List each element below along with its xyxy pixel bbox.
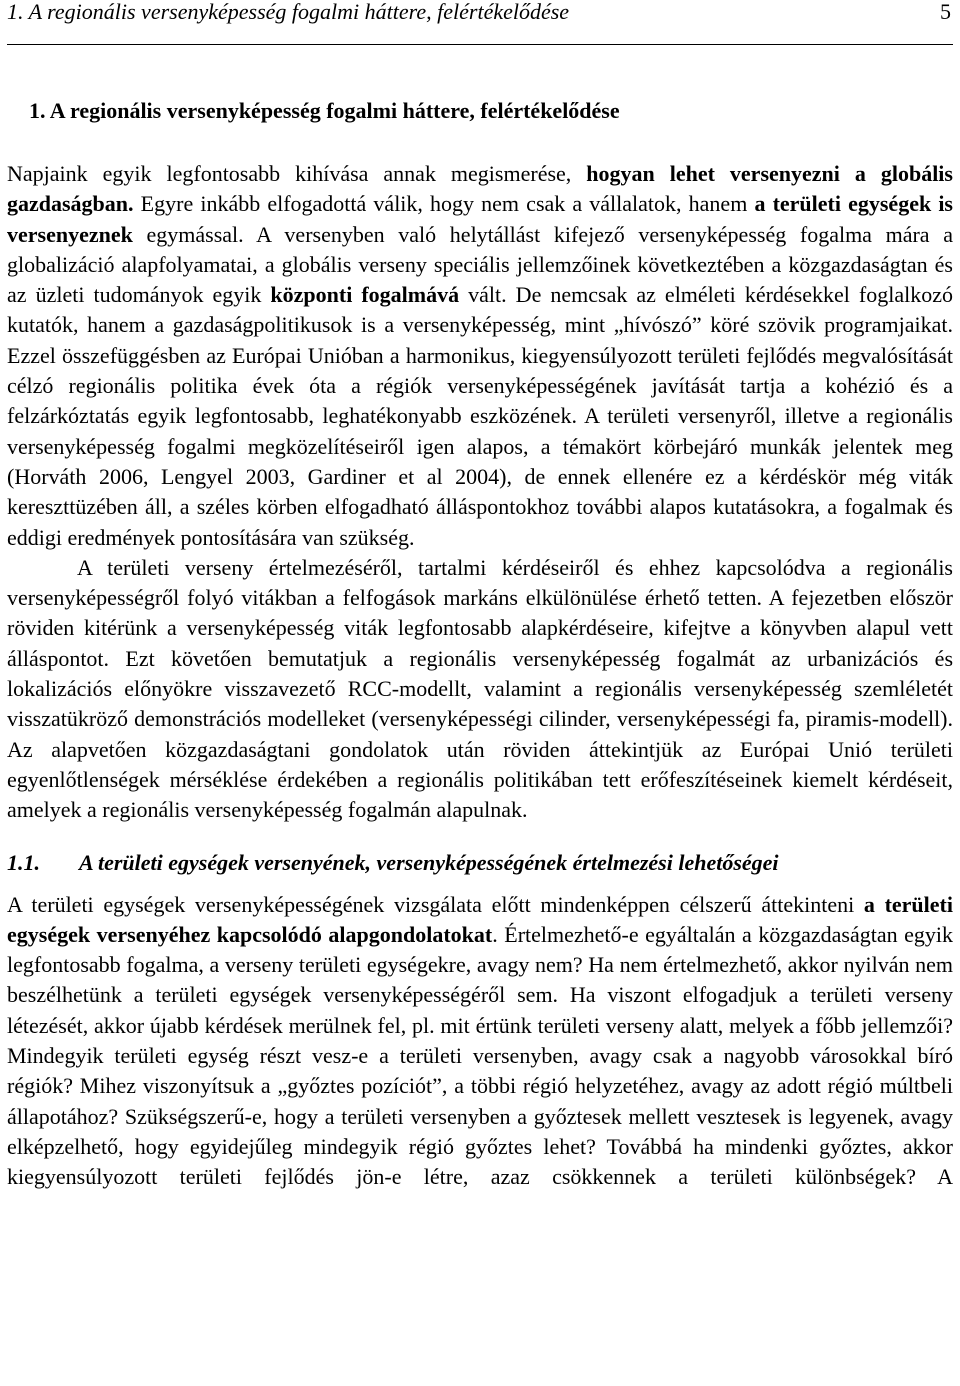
paragraph-intro: [7, 159, 953, 553]
paragraph-text: vált. De nemcsak az elméleti kérdésekkel foglalkozó kutatók, hanem a gazdaságpolitikusok is a versenyképesség, mint „hívószó” köré szövik programjaikat. Ezzel összefüggésben az Európai Unióban a harmonikus, kiegyensúlyozott területi fejlődés megvalósítását célzó regionális politika évek óta a régiók versenyképességének javítását tartja a kohézió és a felzárkóztatás egyik legfontosabb, leghatékonyabb eszközének. A területi versenyről, illetve a regionális versenyképesség fogalmi megközelítéseiről igen alapos, a témakört körbejáró munkák jelentek meg (Horváth 2006, Lengyel 2003, Gardiner et al 2004), de ennek ellenére ez a kérdéskör még viták kereszttüzében áll, a széles körben elfogadható álláspontokhoz további alapos kutatásokra, a fogalmak és eddigi eredmények pontosítására van szükség.: [7, 282, 953, 550]
emphasis-text: a területi egységek is versenyeznek: [7, 191, 953, 247]
paragraph-text: Napjaink egyik legfontosabb kihívása annak megismerése,: [7, 161, 587, 186]
section-number: 1.1.: [7, 849, 40, 875]
section-heading: [7, 848, 953, 878]
paragraph-text: egymással. A versenyben való helytállást kifejező versenyképesség fogalma mára a globalizáció alapfolyamatai, a globális verseny speciális jellemzőinek következtében a közgazdaságtan és az üzleti tudományok egyik: [7, 221, 953, 308]
paragraph-text: A területi egységek versenyképességének vizsgálata előtt mindenképpen célszerű áttekinteni: [7, 891, 864, 917]
running-header: [7, 0, 953, 45]
emphasis-text: a területi egységek versenyéhez kapcsolódó alapgondolatokat: [7, 891, 953, 947]
paragraph-text: Egyre inkább elfogadottá válik, hogy nem csak a vállalatok, hanem: [133, 191, 755, 217]
paragraph-text: . Értelmezhető-e egyáltalán a közgazdaságtan egyik legfontosabb fogalma, a verseny területi egységekre, avagy nem? Ha nem értelmezhető, akkor nyilván nem beszélhetünk a területi egységek versenyképességéről sem. Ha viszont elfogadjuk a területi verseny létezését, akkor újabb kérdések merülnek fel, pl. mit értünk területi verseny alatt, melyek a főbb jellemzői? Mindegyik területi egység részt vesz-e a területi versenyben, avagy csak a nagyobb városokkal bíró régiók? Mihez viszonyítsuk a „győztes pozíciót”, a többi régió helyzetéhez, avagy az adott régió múltbeli állapotához? Szükségszerű-e, hogy a területi versenyben a győztesek mellett vesztesek is legyenek, avagy elképzelhető, hogy egyidejűleg mindegyik régió győztes lehet? Továbbá ha mindenki győztes, akkor kiegyensúlyozott területi fejlődés jön-e létre, azaz csökkennek a területi különbségek? A: [7, 921, 953, 1190]
emphasis-text: hogyan lehet versenyezni a globális gazdaságban.: [7, 161, 953, 217]
section-title: A területi egységek versenyének, versenyképességének értelmezési lehetőségei: [79, 849, 779, 875]
paragraph-section-body: [7, 890, 953, 1193]
running-header-title: 1. A regionális versenyképesség fogalmi háttere, felértékelődése: [7, 0, 570, 24]
paragraph-chapter-overview: A területi verseny értelmezéséről, tartalmi kérdéseiről és ehhez kapcsolódva a regionális versenyképességről folyó vitákban a felfogások markáns elkülönülése érhető tetten. A fejezetben először röviden kitérünk a versenyképesség viták legfontosabb alapkérdéseire, kifejtve a könyvben alapul vett álláspontot. Ezt követően bemutatjuk a regionális versenyképesség fogalmát az urbanizációs és lokalizációs előnyökre visszavezető RCC-modellt, valamint a regionális versenyképesség szemléletét visszatükröző demonstrációs modelleket (versenyképességi cilinder, versenyképességi fa, piramis-modell). Az alapvetően közgazdaságtani gondolatok után röviden áttekintjük az Európai Unió területi egyenlőtlenségek mérséklése érdekében a regionális politikában tett erőfeszítéseinek kiemelt kérdéseit, amelyek a regionális versenyképesség fogalmán alapulnak.: [7, 554, 953, 823]
page-number: 5: [940, 0, 951, 24]
chapter-heading: 1. A regionális versenyképesség fogalmi háttere, felértékelődése: [29, 98, 620, 123]
emphasis-text: központi fogalmává: [270, 282, 460, 308]
document-page: [7, 0, 953, 1193]
